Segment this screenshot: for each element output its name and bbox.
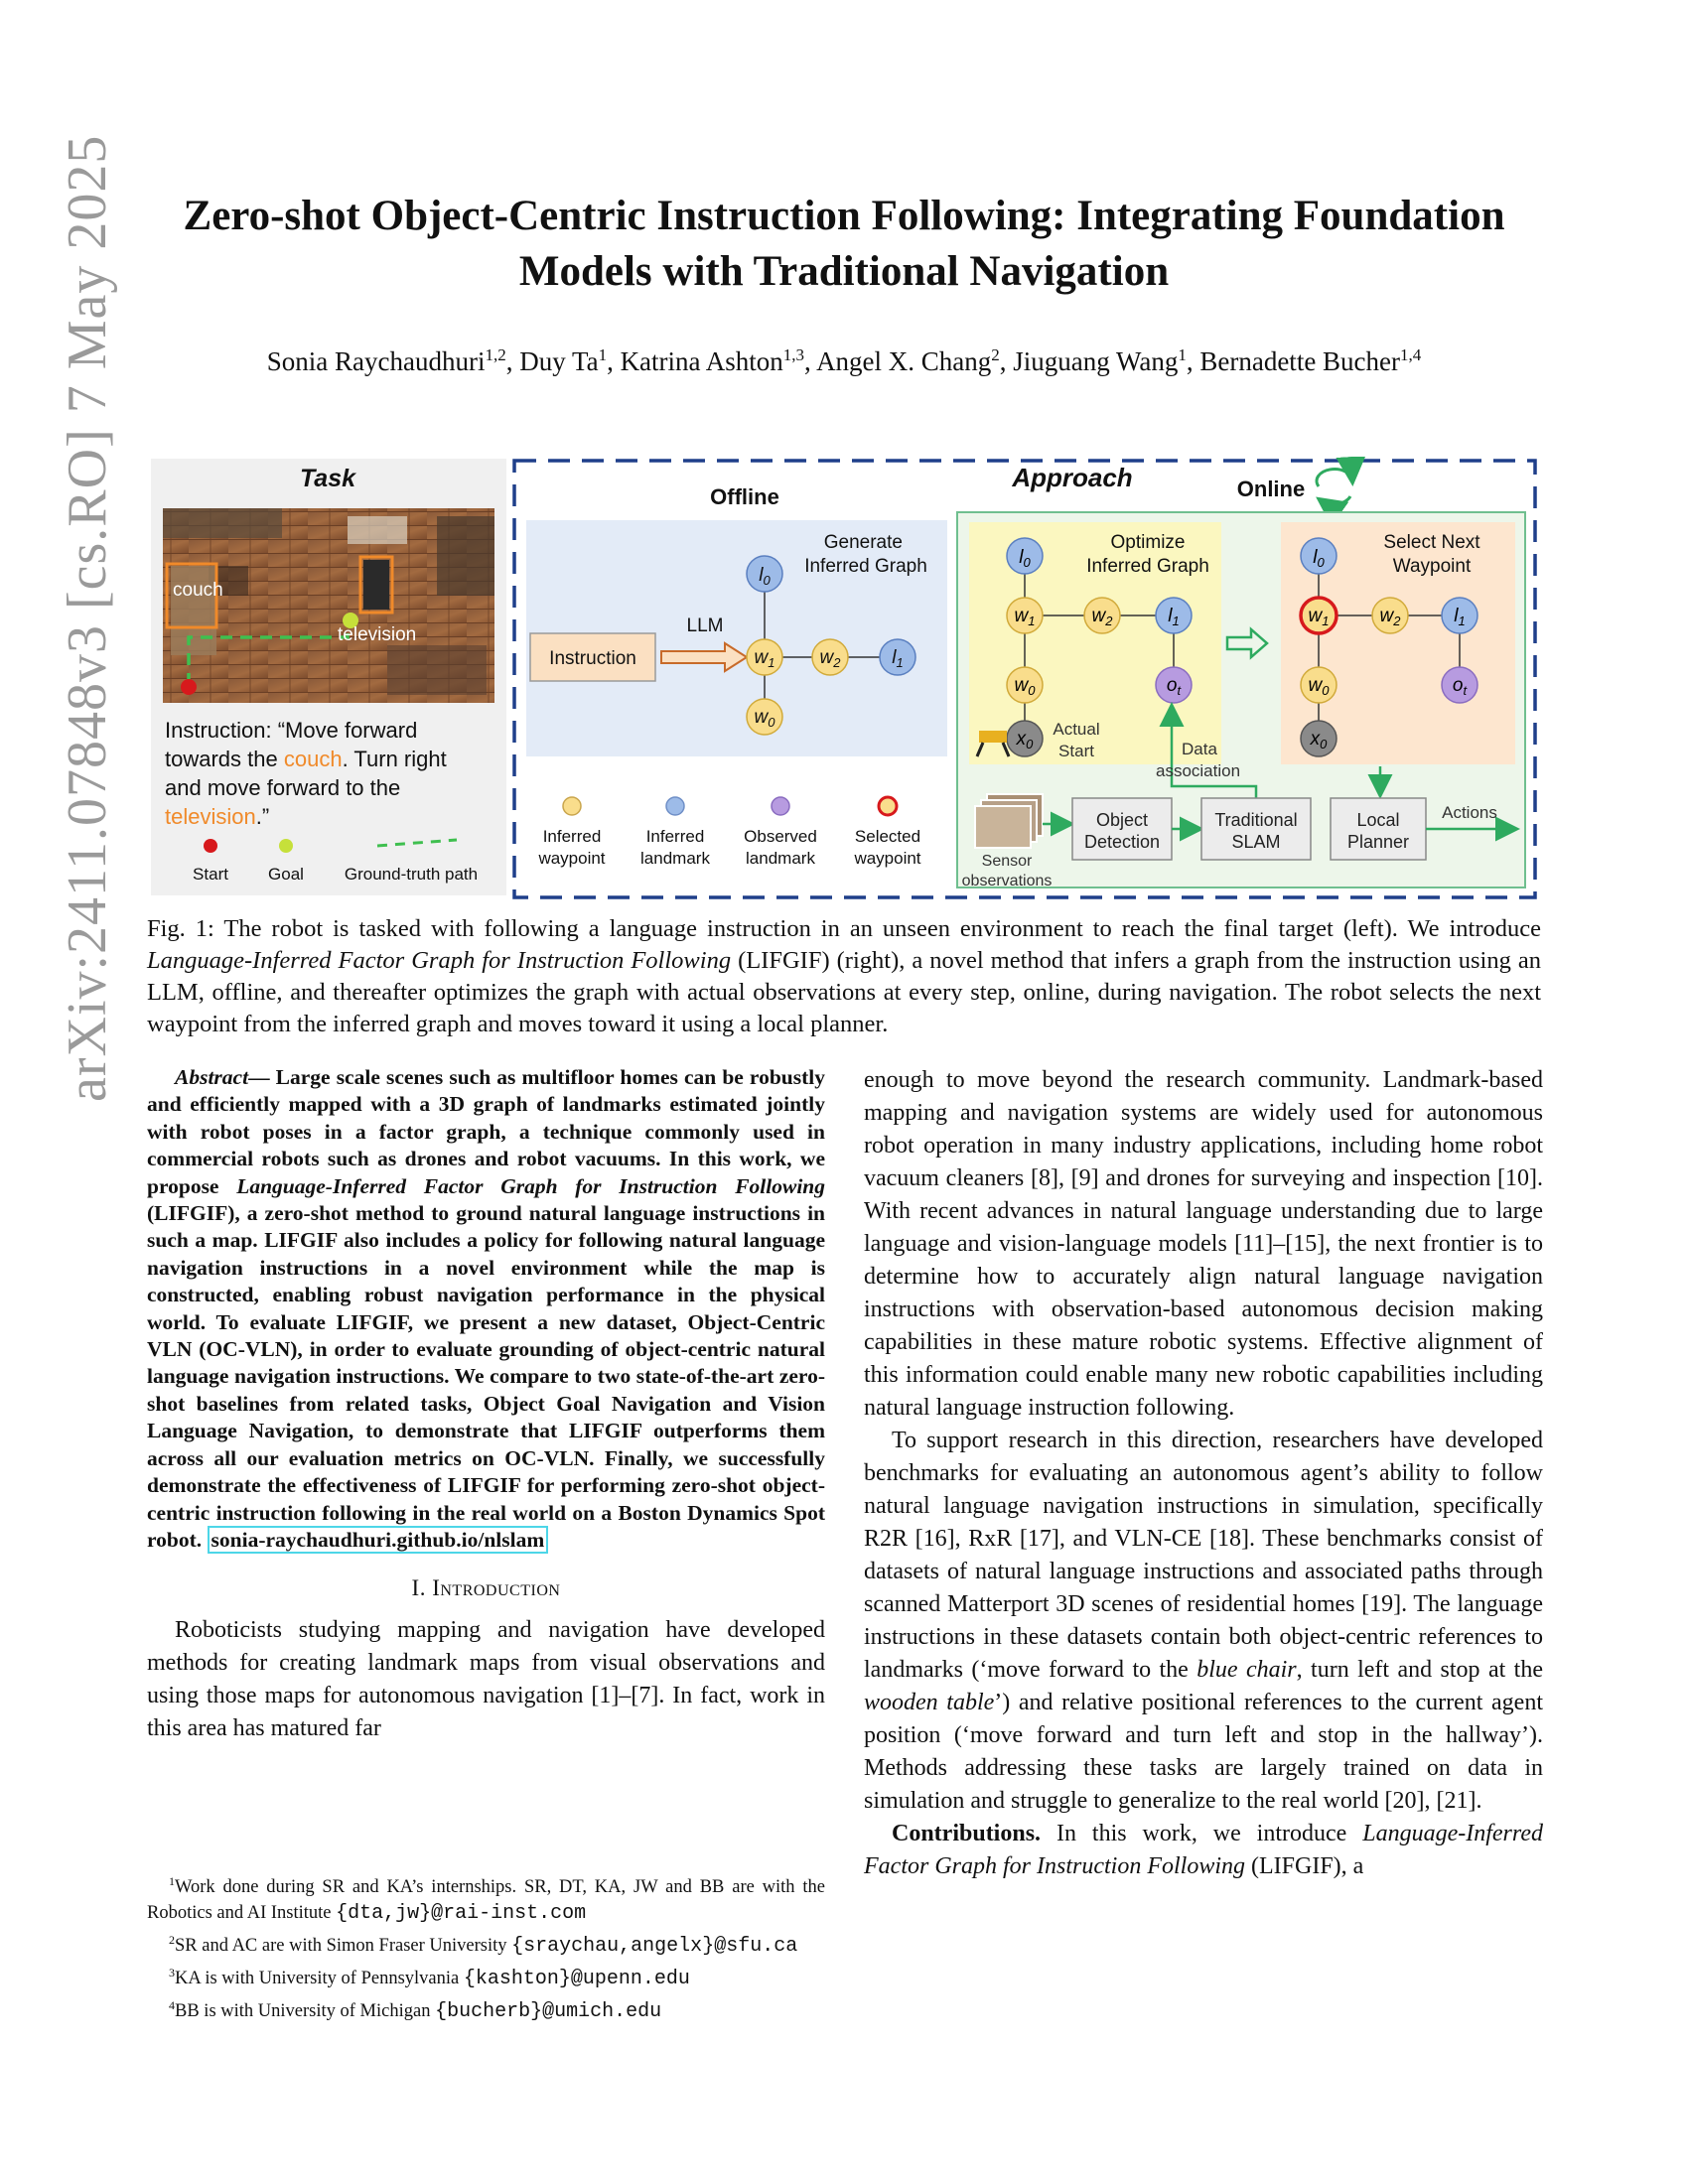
generate-graph-label: Generate Inferred Graph	[804, 532, 927, 577]
cycle-icon	[1317, 470, 1352, 504]
figure-caption	[147, 913, 1541, 1040]
optimize-graph-label: Optimize Inferred Graph	[1086, 532, 1209, 577]
offline-node-w1-label: $w_1$	[754, 647, 775, 670]
approach-panel	[514, 461, 1535, 897]
map-label-television: television	[338, 624, 417, 645]
sensor-observations-label: Sensor observations	[961, 853, 1053, 889]
sel-node-w0-label: $w_0$	[1308, 675, 1330, 698]
legend-inferred-landmark: Inferred landmark	[640, 827, 710, 868]
offline-node-l1-label: $l_1$	[892, 647, 904, 670]
sel-node-x0-label: $x_0$	[1310, 729, 1328, 751]
intro-paragraph-1: Roboticists studying mapping and navigation have developed methods for creating landmark maps from visual observations and using those maps for autonomous navigation [1]–[7]. In fact, work in this area has matured far	[147, 1617, 825, 1742]
sel-node-l0-label: $l_0$	[1313, 547, 1325, 570]
author: Duy Ta	[519, 346, 599, 376]
author-list: Sonia Raychaudhuri$^{1,2}$, Duy Ta$^1$, Katrina Ashton$^{1,3}$, Angel X. Chang$^2$, Jiuguang Wang$^1$, Bernadette Bucher$^{1,4}$	[266, 345, 1422, 376]
footnote-email: {dta,jw}@rai-inst.com	[336, 1902, 587, 1926]
legend-goal-label: Goal	[268, 865, 304, 884]
legend-start-label: Start	[193, 865, 228, 884]
sensor-observations-thumbnails	[975, 794, 1043, 848]
footnote: $^1$Work done during SR and KA’s internships. SR, DT, KA, JW and BB are with the Robotics and AI Institute {dta,jw}@rai-inst.com	[147, 1874, 825, 1926]
footnote-email: {sraychau,angelx}@sfu.ca	[511, 1935, 798, 1959]
legend-observed-landmark: Observed landmark	[744, 827, 817, 868]
legend-inferred-landmark-icon	[666, 797, 684, 815]
opt-node-x0-label: $x_0$	[1016, 729, 1034, 751]
instruction-text: Instruction: “Move forward towards the couch. Turn right and move forward to the television.”	[165, 718, 447, 829]
llm-label: LLM	[686, 615, 724, 636]
legend-selected-waypoint: Selected waypoint	[854, 827, 921, 868]
author-affiliation: 1,2	[485, 345, 506, 364]
local-planner-label: Local Planner	[1346, 810, 1410, 852]
sel-node-w1-label: $w_1$	[1308, 606, 1330, 628]
opt-node-ot-label: $o_t$	[1166, 675, 1182, 698]
actions-label: Actions	[1442, 803, 1497, 822]
author-affiliation: 1	[1178, 345, 1187, 364]
select-waypoint-label: Select Next Waypoint	[1383, 532, 1480, 577]
opt-node-w1-label: $w_1$	[1014, 606, 1036, 628]
footnote: $^3$KA is with University of Pennsylvania {kashton}@upenn.edu	[169, 1966, 690, 1991]
intro-paragraph-continued: enough to move beyond the research community. Landmark-based mapping and navigation systems are widely used for autonomous robot operation in many industry applications, including home robot vacuum cleaners [8], [9] and drones for surveying and inspection [10]. With recent advances in natural language understanding due to large language and vision-language models [11]–[15], the next frontier is to determine how to accurately align natural language navigation instructions with observation-based autonomous decision making capabilities in these mature robotic systems. Effective alignment of this information could enable many new robotic capabilities including natural language instruction following.	[864, 1067, 1543, 1421]
footnote-email: {bucherb}@umich.edu	[435, 2000, 662, 2024]
footnotes	[147, 1868, 825, 2026]
start-marker	[181, 679, 197, 695]
approach-title: Approach	[1012, 463, 1133, 492]
project-link[interactable]: sonia-raychaudhuri.github.io/nlslam	[208, 1526, 549, 1554]
offline-node-w2-label: $w_2$	[819, 647, 841, 670]
author-affiliation: 1,3	[782, 345, 805, 364]
legend-goal-dot	[279, 839, 293, 853]
contributions-lead: Contributions.	[892, 1821, 1042, 1846]
footnote: $^2$SR and AC are with Simon Fraser University {sraychau,angelx}@sfu.ca	[169, 1933, 798, 1959]
actual-start-label: Actual Start	[1053, 720, 1100, 760]
footnote-email: {kashton}@upenn.edu	[463, 1968, 690, 1991]
opt-node-l0-label: $l_0$	[1019, 547, 1031, 570]
legend-observed-landmark-icon	[772, 797, 789, 815]
author: Katrina Ashton	[620, 346, 783, 376]
author-affiliation: 1,4	[1400, 345, 1422, 364]
right-column	[864, 1064, 1543, 1883]
legend-start-dot	[204, 839, 217, 853]
online-title: Online	[1236, 477, 1306, 501]
sel-node-w2-label: $w_2$	[1379, 606, 1401, 628]
traditional-slam-label: Traditional SLAM	[1214, 810, 1298, 852]
caption-label: Fig. 1:	[147, 915, 214, 942]
opt-node-w2-label: $w_2$	[1091, 606, 1113, 628]
caption-text-2: (LIFGIF) (right), a novel method that infers a graph from the instruction using an LLM, offline, and thereafter optimizes the graph with actual observations at every step, online, during navigation. The robot selects the next waypoint from the inferred graph and moves toward it using a local planner.	[147, 947, 1541, 1037]
author: Sonia Raychaudhuri	[266, 346, 486, 376]
task-panel	[151, 459, 506, 895]
legend-selected-waypoint-icon	[879, 797, 897, 815]
sel-node-ot-label: $o_t$	[1452, 675, 1468, 698]
author: Angel X. Chang	[816, 346, 992, 376]
sel-node-l1-label: $l_1$	[1454, 606, 1466, 628]
abstract-lead: Abstract	[175, 1065, 249, 1089]
data-association-label: Data association	[1156, 740, 1241, 780]
arxiv-side-stamp: arXiv:2411.07848v3 [cs.RO] 7 May 2025	[57, 134, 118, 1102]
opt-node-w0-label: $w_0$	[1014, 675, 1036, 698]
author-affiliation: 1	[598, 345, 608, 364]
author-affiliation: 2	[991, 345, 1000, 364]
abstract-text-2: (LIFGIF), a zero-shot method to ground natural language instructions in such a map. LIFGIF also includes a policy for following natural language navigation instructions in a novel environment while the map is constructed, enabling robust navigation performance in the physical world. To evaluate LIFGIF, we present a new dataset, Object-Centric VLN (OC-VLN), in order to evaluate grounding of object-centric natural language navigation instructions. We compare to two state-of-the-art zero-shot baselines from related tasks, Object Goal Navigation and Vision Language Navigation, to demonstrate that LIFGIF outperforms them across all our evaluation metrics on OC-VLN. Finally, we successfully demonstrate the effectiveness of LIFGIF for performing zero-shot object-centric instruction following in the real world on a Boston Dynamics Spot robot.	[147, 1201, 825, 1552]
opt-node-l1-label: $l_1$	[1168, 606, 1180, 628]
intro-paragraph-2: To support research in this direction, researchers have developed benchmarks for evaluating an autonomous agent’s ability to follow natural language navigation instructions in simulation, specifically R2R [16], RxR [17], and VLN-CE [18]. These benchmarks consist of datasets of natural language instructions and associated paths through scanned Matterport 3D scenes of residential homes [19]. The language instructions in these datasets contain both object-centric references to landmarks (‘move forward to the blue chair, turn left and stop at the wooden table’) and relative positional references to the current agent position (‘move forward and turn left and stop in the hallway’). Methods addressing these tasks are largely trained on data in simulation and struggle to generalize to the real world [20], [21].	[864, 1428, 1544, 1814]
caption-method-name: Language-Inferred Factor Graph for Instruction Following	[147, 947, 732, 974]
offline-title: Offline	[710, 484, 779, 509]
section-number: I.	[411, 1575, 426, 1601]
abstract-method-name: Language-Inferred Factor Graph for Instruction Following	[236, 1173, 825, 1198]
section-heading-introduction	[147, 1571, 825, 1604]
footnote: $^4$BB is with University of Michigan {bucherb}@umich.edu	[169, 1998, 662, 2024]
contributions-paragraph: Contributions. In this work, we introduce Language-Inferred Factor Graph for Instruction Following (LIFGIF), a	[864, 1821, 1543, 1879]
section-title: Introduction	[432, 1575, 561, 1601]
author: Bernadette Bucher	[1199, 346, 1401, 376]
top-down-map	[163, 508, 494, 703]
figure-1	[149, 457, 1539, 903]
abstract-text-1: — Large scale scenes such as multifloor homes can be robustly and efficiently mapped with a 3D graph of landmarks estimated jointly with robot poses in a factor graph, a technique commonly used in commercial robots such as drones and robot vacuums. In this work, we propose	[147, 1065, 825, 1198]
object-detection-label: Object Detection	[1083, 810, 1161, 852]
legend-inferred-waypoint: Inferred waypoint	[538, 827, 606, 868]
caption-text-1: The robot is tasked with following a language instruction in an unseen environment to reach the final target (left). We introduce	[213, 915, 1541, 942]
paper-title: Zero-shot Object-Centric Instruction Following: Integrating Foundation Models with Traditional Navigation	[183, 193, 1505, 295]
author: Jiuguang Wang	[1013, 346, 1179, 376]
left-column	[147, 1064, 825, 1745]
legend-path-label: Ground-truth path	[344, 865, 479, 884]
legend-inferred-waypoint-icon	[563, 797, 581, 815]
instruction-box-label: Instruction	[549, 648, 636, 669]
map-label-couch: couch	[173, 580, 223, 601]
abstract	[147, 1064, 825, 1554]
task-title: Task	[299, 465, 356, 492]
offline-node-w0-label: $w_0$	[754, 707, 775, 730]
offline-node-l0-label: $l_0$	[759, 565, 771, 588]
